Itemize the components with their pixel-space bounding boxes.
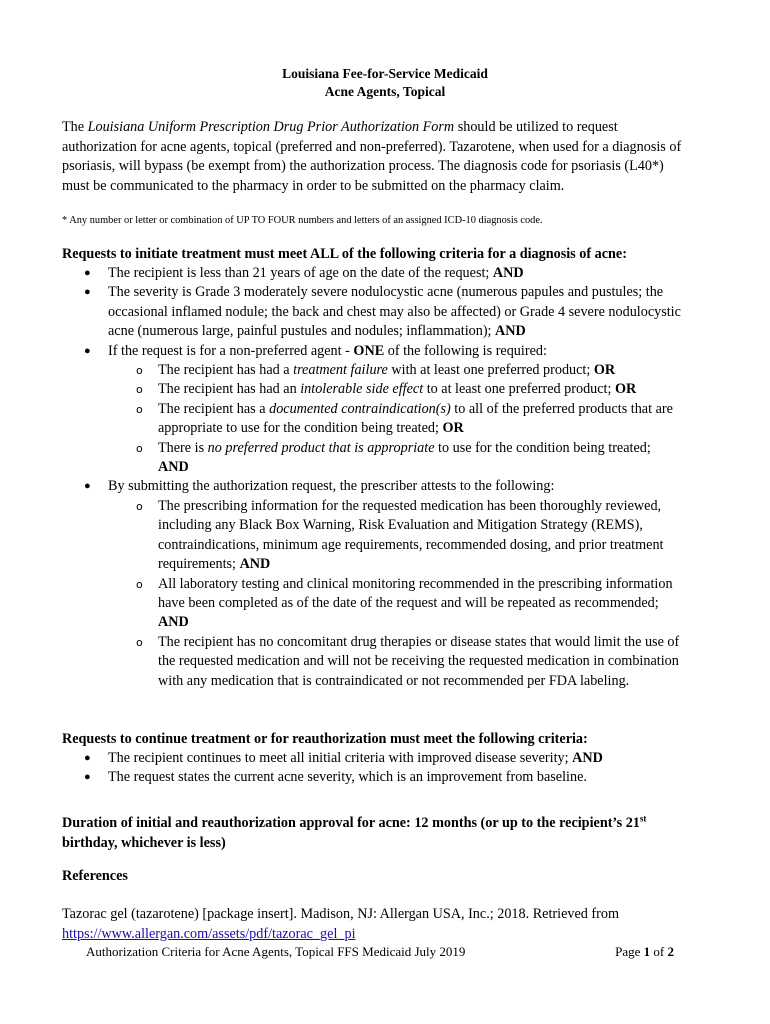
initial-criteria-list (62, 264, 682, 691)
sub-list-item: o The prescribing information for the requested medication has been thoroughly reviewed, including any Black Box Warning, Risk Evaluation and Mitigation Strategy (REMS), contraindications, minimum age requirements, recommended dosing, and prior treatment requirements; AND (136, 497, 664, 573)
references-heading: References (62, 868, 128, 884)
list-item: ● By submitting the authorization request, the prescriber attests to the following: (62, 477, 682, 496)
circle-bullet-icon: o (136, 402, 143, 416)
circle-bullet-icon: o (136, 577, 143, 591)
form-name: Louisiana Uniform Prescription Drug Prior Authorization Form (87, 119, 455, 135)
page-number: Page 1 of 2 (615, 944, 674, 959)
continue-criteria-list (62, 749, 682, 788)
document-subtitle: Acne Agents, Topical (324, 84, 446, 99)
bullet-icon: ● (84, 267, 91, 279)
list-item: ● The request states the current acne severity, which is an improvement from baseline. (62, 768, 682, 787)
continue-criteria-heading: Requests to continue treatment or for reauthorization must meet the following criteria: (62, 731, 588, 747)
circle-bullet-icon: o (136, 364, 143, 378)
sub-list-item: o There is no preferred product that is appropriate to use for the condition being treated; AND (136, 439, 651, 476)
bullet-icon: ● (84, 480, 91, 493)
reference-entry: Tazorac gel (tazarotene) [package insert]. Madison, NJ: Allergan USA, Inc.; 2018. Retrieved from https://www.allergan.com/assets/pdf/tazorac_gel_pi (62, 906, 619, 942)
reference-link[interactable]: https://www.allergan.com/assets/pdf/tazorac_gel_pi (62, 925, 356, 942)
list-item: ● The severity is Grade 3 moderately severe nodulocystic acne (numerous papules and pustules; the occasional inflamed nodule; the back and chest may also be affected) or Grade 4 severe nodulocystic acne (numerous large, painful pustules and nodules; inflammation); AND (84, 284, 681, 340)
circle-bullet-icon: o (136, 635, 143, 649)
circle-bullet-icon: o (136, 441, 143, 455)
bullet-icon: ● (84, 286, 91, 299)
footer-text: Authorization Criteria for Acne Agents, Topical FFS Medicaid July 2019 (86, 944, 466, 959)
bullet-icon: ● (84, 752, 91, 764)
sub-list-item: o The recipient has no concomitant drug therapies or disease states that would limit the use of the requested medication and will not be receiving the requested medication in combination with any medication that is contraindicated or not recommended per FDA labeling. (136, 633, 680, 689)
list-item: ● If the request is for a non-preferred agent - ONE of the following is required: (62, 342, 682, 361)
duration-heading: Duration of initial and reauthorization approval for acne: 12 months (or up to the recipient’s 21st birthday, whichever is less) (62, 813, 647, 851)
bullet-icon: ● (84, 344, 91, 357)
icd-footnote: * Any number or letter or combination of UP TO FOUR numbers and letters of an assigned ICD-10 diagnosis code. (62, 215, 543, 226)
list-item: ● The recipient is less than 21 years of age on the date of the request; AND (62, 264, 682, 283)
sub-list-item: o All laboratory testing and clinical monitoring recommended in the prescribing information have been completed as of the date of the request and will be repeated as recommended; AND (136, 575, 673, 631)
circle-bullet-icon: o (136, 499, 143, 513)
initial-criteria-heading: Requests to initiate treatment must meet ALL of the following criteria for a diagnosis of acne: (62, 246, 627, 262)
list-item: ● The recipient continues to meet all initial criteria with improved disease severity; AND (62, 749, 682, 768)
sub-list-item: o The recipient has had an intolerable side effect to at least one preferred product; OR (62, 380, 682, 399)
document-title: Louisiana Fee-for-Service Medicaid (282, 66, 488, 81)
sub-list-item: o The recipient has had a treatment failure with at least one preferred product; OR (62, 361, 682, 380)
intro-paragraph: The Louisiana Uniform Prescription Drug Prior Authorization Form should be utilized to request authorization for acne agents, topical (preferred and non-preferred). Tazarotene, when used for a diagnosis of psoriasis, will bypass (be exempt from) the authorization process. The diagnosis code for psoriasis (L40*) must be communicated to the pharmacy in order to be submitted on the pharmacy claim. (62, 119, 682, 194)
circle-bullet-icon: o (136, 383, 143, 397)
bullet-icon: ● (84, 771, 91, 784)
sub-list-item: o The recipient has a documented contraindication(s) to all of the preferred products that are appropriate to use for the condition being treated; OR (136, 400, 673, 437)
